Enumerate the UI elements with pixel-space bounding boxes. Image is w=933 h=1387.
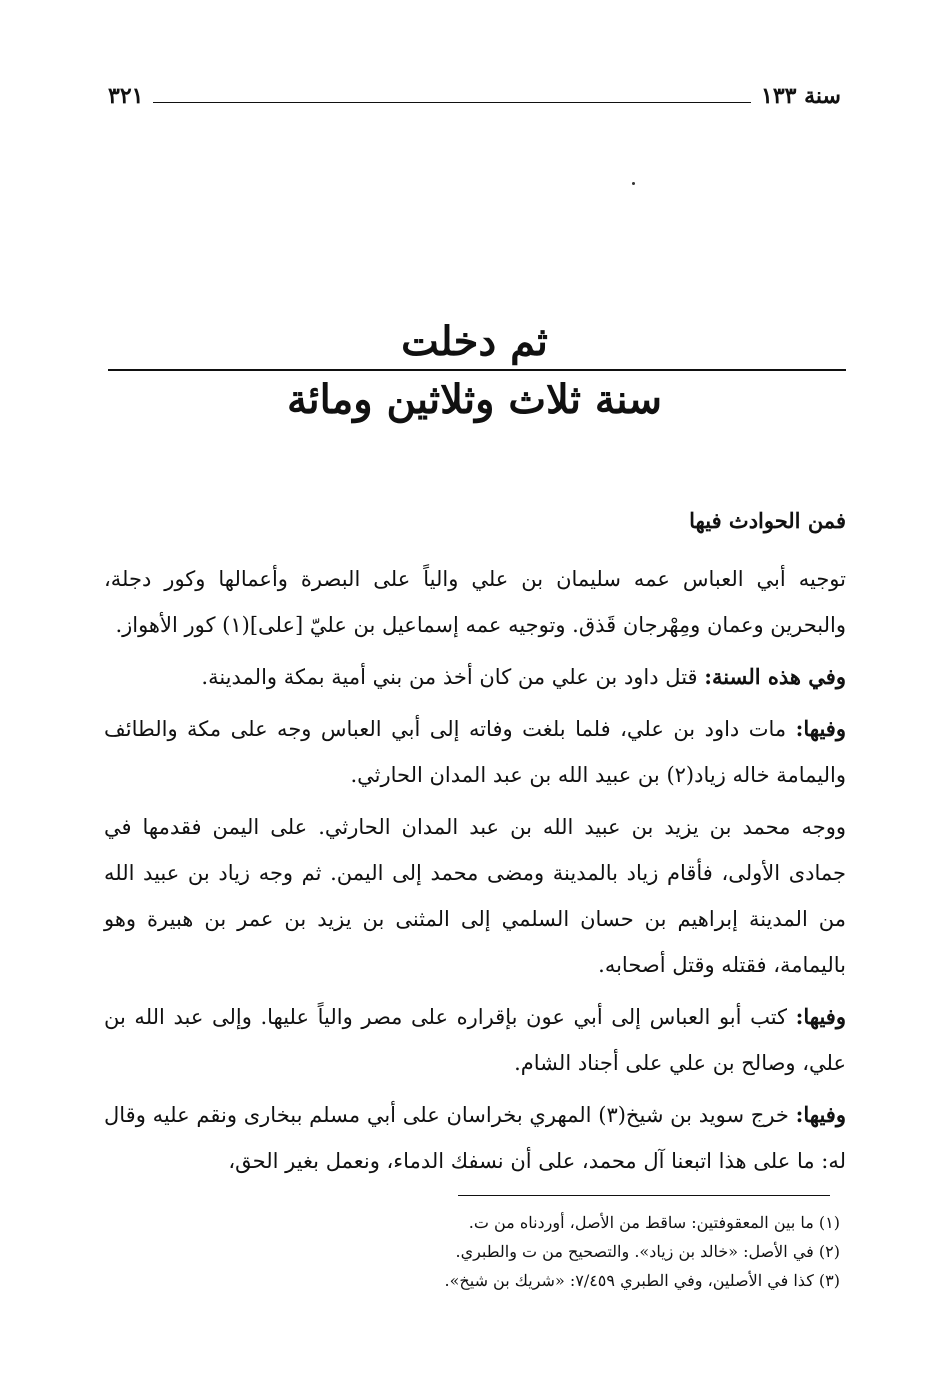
paragraph: [104, 994, 846, 1086]
chapter-title-line2: سنة ثلاث وثلاثين ومائة: [287, 376, 662, 423]
section-heading: فمن الحوادث فيها: [689, 508, 846, 533]
paragraph: [104, 556, 846, 648]
ink-speck: [632, 182, 635, 185]
paragraph: [104, 804, 846, 988]
title-divider: [108, 369, 846, 371]
chapter-title-line1: ثم دخلت: [401, 318, 548, 365]
paragraph-lead: وفيها:: [795, 1102, 846, 1127]
paragraph-text: كتب أبو العباس إلى أبي عون بإقراره على مصر والياً عليها. وإلى عبد الله بن علي، وصالح بن علي على أجناد الشام.: [104, 1005, 846, 1075]
paragraph: [104, 706, 846, 798]
running-header: [108, 76, 841, 116]
paragraph-lead: وفيها:: [795, 1004, 846, 1029]
running-header-year: سنة ١٣٣: [761, 83, 841, 109]
body-text: [104, 498, 846, 1190]
paragraph-lead: وفي هذه السنة:: [704, 664, 846, 689]
footnotes: [300, 1208, 840, 1295]
paragraph-text: قتل داود بن علي من كان أخذ من بني أمية بمكة والمدينة.: [201, 665, 705, 689]
paragraph-text: خرج سويد بن شيخ(٣) المهري بخراسان على أبي مسلم ببخارى ونقم عليه وقال له: ما على هذا اتبعنا آل محمد، على أن نسفك الدماء، ونعمل بغير الحق،: [104, 1103, 846, 1173]
footnote: (١) ما بين المعقوفتين: ساقط من الأصل، أوردناه من ت.: [468, 1213, 840, 1232]
footnote: (٢) في الأصل: «خالد بن زياد». والتصحيح من ت والطبري.: [455, 1242, 840, 1261]
paragraph: [104, 654, 846, 700]
header-divider: [153, 102, 751, 103]
paragraph-text: توجيه أبي العباس عمه سليمان بن علي والياً على البصرة وأعمالها وكور دجلة، والبحرين وعمان ومِهْرجان قَذق. وتوجيه عمه إسماعيل بن عليّ [على](١) كور الأهواز.: [104, 567, 846, 637]
page-number: ٣٢١: [108, 83, 144, 109]
paragraph-text: مات داود بن علي، فلما بلغت وفاته إلى أبي العباس وجه على مكة والطائف واليمامة خاله زياد(٢) بن عبيد الله بن عبد المدان الحارثي.: [104, 717, 846, 787]
paragraph: [104, 1092, 846, 1184]
paragraph-text: ووجه محمد بن يزيد بن عبيد الله بن عبد المدان الحارثي. على اليمن فقدمها في جمادى الأولى، فأقام زياد بالمدينة ومضى محمد إلى اليمن. ثم وجه زياد بن عبيد الله من المدينة إبراهيم بن حسان السلمي إلى المثنى بن يزيد بن عمر بن هبيرة وهو باليمامة، فقتله وقتل أصحابه.: [104, 815, 846, 977]
paragraph-lead: وفيها:: [795, 716, 846, 741]
footnote: (٣) كذا في الأصلين، وفي الطبري ٧/٤٥٩: «شريك بن شيخ».: [444, 1271, 840, 1290]
footnote-divider: [458, 1195, 830, 1196]
